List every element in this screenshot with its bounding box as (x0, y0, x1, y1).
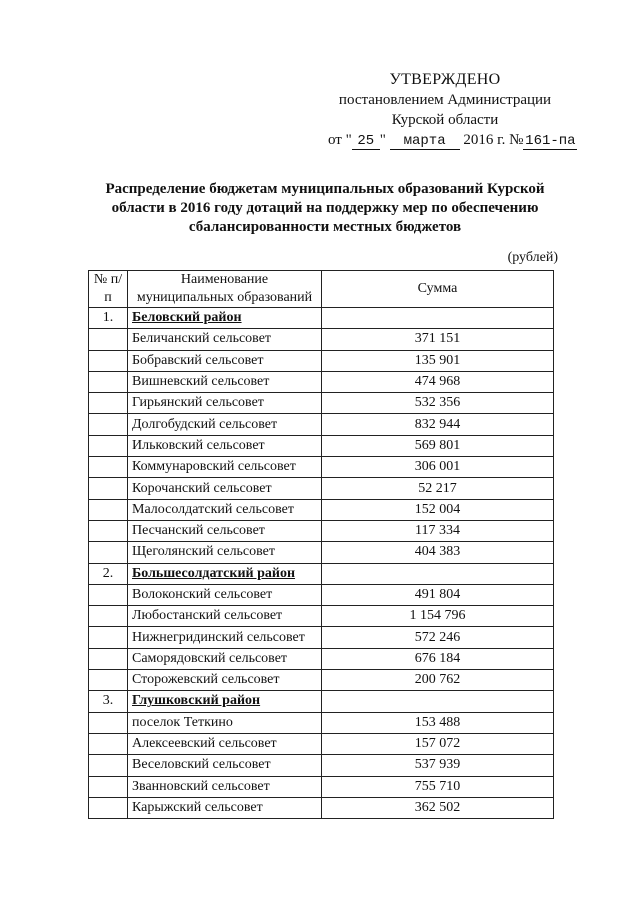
row-num (89, 627, 128, 648)
row-name: Алексеевский сельсовет (128, 733, 322, 754)
row-name: Гирьянский сельсовет (128, 393, 322, 414)
table-header-row (89, 271, 554, 308)
row-name: Нижнегридинский сельсовет (128, 627, 322, 648)
row-sum: 537 939 (322, 755, 554, 776)
row-sum: 572 246 (322, 627, 554, 648)
document-title: Распределение бюджетам муниципальных образований Курской области в 2016 году дотаций на поддержку мер по обеспечению сбалансированности местных бюджетов (105, 181, 545, 235)
table-row (89, 435, 554, 456)
table-row (89, 733, 554, 754)
row-num (89, 414, 128, 435)
row-num (89, 776, 128, 797)
row-sum: 491 804 (322, 584, 554, 605)
approval-stamp (300, 70, 590, 150)
row-num (89, 329, 128, 350)
row-name: Коммунаровский сельсовет (128, 457, 322, 478)
table-row (89, 414, 554, 435)
row-num (89, 712, 128, 733)
row-name: Веселовский сельсовет (128, 755, 322, 776)
row-name: Вишневский сельсовет (128, 371, 322, 392)
row-num (89, 797, 128, 818)
approval-title: УТВЕРЖДЕНО (389, 71, 501, 88)
row-sum (322, 308, 554, 329)
approval-year: 2016 г. (463, 132, 506, 148)
row-sum: 474 968 (322, 371, 554, 392)
row-sum: 306 001 (322, 457, 554, 478)
table-row (89, 776, 554, 797)
row-num (89, 733, 128, 754)
row-sum: 1 154 796 (322, 606, 554, 627)
row-name: Корочанский сельсовет (128, 478, 322, 499)
table-row (89, 457, 554, 478)
row-num (89, 755, 128, 776)
table-row (89, 542, 554, 563)
row-num (89, 542, 128, 563)
table-row (89, 648, 554, 669)
row-num (89, 478, 128, 499)
table-row (89, 670, 554, 691)
row-name: Беловский район (128, 308, 322, 329)
row-name: Песчанский сельсовет (128, 520, 322, 541)
header-num: № п/п (89, 271, 128, 308)
row-sum (322, 563, 554, 584)
table-body (89, 308, 554, 819)
table-row (89, 499, 554, 520)
approval-number-sign: № (509, 132, 524, 148)
row-num: 1. (89, 308, 128, 329)
row-name: Беличанский сельсовет (128, 329, 322, 350)
row-sum: 52 217 (322, 478, 554, 499)
table-row (89, 478, 554, 499)
row-name: Званновский сельсовет (128, 776, 322, 797)
row-num (89, 435, 128, 456)
district-row (89, 563, 554, 584)
row-num (89, 457, 128, 478)
table-row (89, 584, 554, 605)
approval-number: 161-па (525, 133, 576, 149)
row-num (89, 499, 128, 520)
table-row (89, 393, 554, 414)
table-row (89, 520, 554, 541)
row-sum: 676 184 (322, 648, 554, 669)
row-sum: 371 151 (322, 329, 554, 350)
approval-month: марта (390, 133, 460, 150)
row-sum: 404 383 (322, 542, 554, 563)
table-row (89, 350, 554, 371)
row-name: Бобравский сельсовет (128, 350, 322, 371)
approval-prefix: от (328, 132, 342, 148)
table-row (89, 627, 554, 648)
approval-date-line (300, 130, 590, 150)
row-sum: 152 004 (322, 499, 554, 520)
row-num: 3. (89, 691, 128, 712)
table-row (89, 329, 554, 350)
row-sum (322, 691, 554, 712)
row-sum: 157 072 (322, 733, 554, 754)
table-row (89, 606, 554, 627)
approval-day: 25 (352, 133, 380, 150)
row-name: Долгобудский сельсовет (128, 414, 322, 435)
row-sum: 135 901 (322, 350, 554, 371)
row-name: Любостанский сельсовет (128, 606, 322, 627)
row-sum: 532 356 (322, 393, 554, 414)
allocation-table (88, 270, 554, 819)
row-num (89, 584, 128, 605)
row-num (89, 371, 128, 392)
district-row (89, 308, 554, 329)
row-num (89, 393, 128, 414)
row-num (89, 606, 128, 627)
row-sum: 200 762 (322, 670, 554, 691)
row-sum: 832 944 (322, 414, 554, 435)
table-row (89, 797, 554, 818)
district-row (89, 691, 554, 712)
row-num (89, 350, 128, 371)
row-sum: 117 334 (322, 520, 554, 541)
row-sum: 755 710 (322, 776, 554, 797)
row-num (89, 670, 128, 691)
row-name: Ильковский сельсовет (128, 435, 322, 456)
table-row (89, 755, 554, 776)
row-num (89, 520, 128, 541)
row-name: Карыжский сельсовет (128, 797, 322, 818)
unit-label: (рублей) (507, 250, 558, 265)
row-name: Щеголянский сельсовет (128, 542, 322, 563)
row-name: Саморядовский сельсовет (128, 648, 322, 669)
header-sum: Сумма (322, 271, 554, 308)
row-sum: 362 502 (322, 797, 554, 818)
row-name: поселок Теткино (128, 712, 322, 733)
approval-line-2: Курской области (391, 112, 499, 128)
table-row (89, 712, 554, 733)
row-name: Глушковский район (128, 691, 322, 712)
approval-line-1: постановлением Администрации (338, 92, 552, 108)
approval-quote-open: " (345, 132, 352, 148)
row-name: Большесолдатский район (128, 563, 322, 584)
row-num: 2. (89, 563, 128, 584)
header-name: Наименование муниципальных образований (128, 271, 322, 308)
row-sum: 153 488 (322, 712, 554, 733)
row-name: Малосолдатский сельсовет (128, 499, 322, 520)
table-row (89, 371, 554, 392)
row-name: Сторожевский сельсовет (128, 670, 322, 691)
row-sum: 569 801 (322, 435, 554, 456)
approval-quote-close: " (379, 132, 386, 148)
row-num (89, 648, 128, 669)
row-name: Волоконский сельсовет (128, 584, 322, 605)
